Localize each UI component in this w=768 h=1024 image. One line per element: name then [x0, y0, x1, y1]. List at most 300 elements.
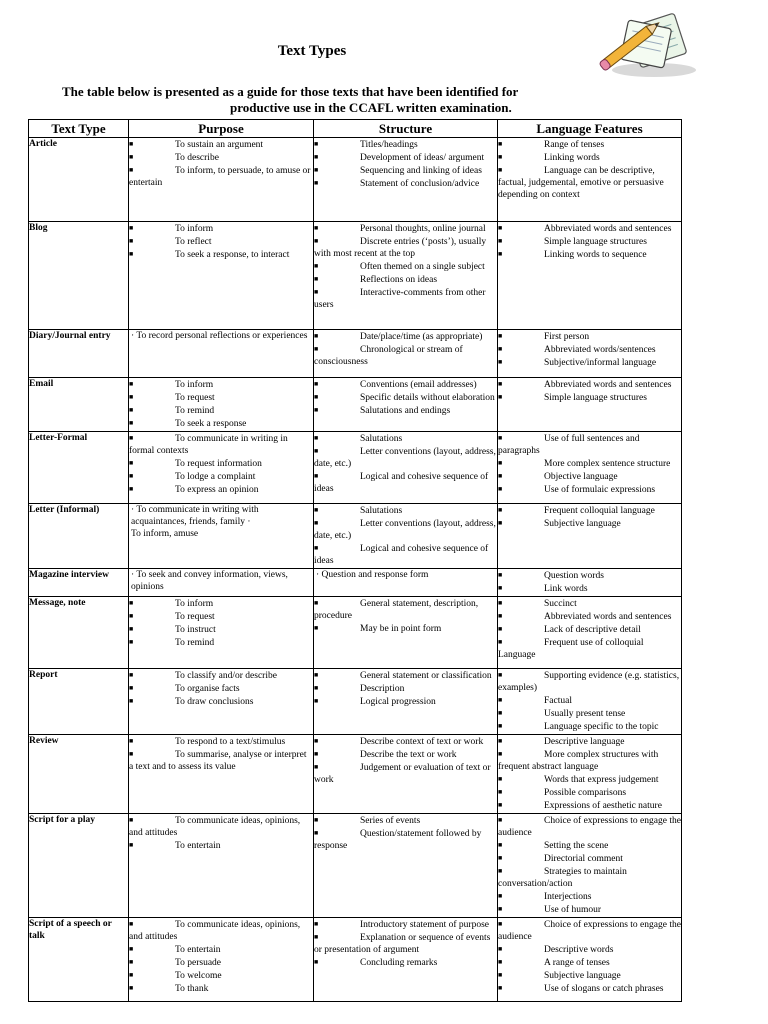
bullet-icon: ■ — [129, 250, 134, 258]
bullet-icon: ■ — [314, 179, 319, 187]
list-item-text: Salutations — [360, 506, 403, 516]
list-item-text: Reflections on ideas — [360, 275, 438, 285]
list-item-text: Words that express judgement — [544, 775, 659, 785]
list-item — [498, 457, 681, 470]
list-item — [129, 470, 313, 483]
bullet-icon: ■ — [129, 485, 134, 493]
table-row — [29, 597, 682, 669]
list-item-text: To describe — [175, 153, 219, 163]
cell-text-type: Message, note — [29, 597, 129, 669]
list-item-text: To seek a response — [175, 419, 247, 429]
bullet-icon: ■ — [498, 696, 503, 704]
table-row — [29, 569, 682, 597]
list-item-text: Strategies to maintain conversation/action — [498, 867, 627, 889]
list-item — [129, 669, 313, 682]
list-item — [498, 235, 681, 248]
list-item — [498, 151, 681, 164]
cell-text-type: Review — [29, 735, 129, 814]
list-item — [314, 569, 497, 581]
list-item — [314, 138, 497, 151]
header-language-features: Language Features — [498, 120, 682, 138]
list-item-text: To persuade — [175, 958, 222, 968]
list-item — [498, 799, 681, 812]
bullet-icon: ■ — [129, 380, 134, 388]
list-item — [129, 222, 313, 235]
cell-features — [498, 814, 682, 918]
header-text-type: Text Type — [29, 120, 129, 138]
list-item — [129, 248, 313, 261]
list-item-text: To inform, to persuade, to amuse or entertain — [129, 166, 311, 188]
list-item — [498, 918, 681, 943]
bullet-icon: ■ — [498, 854, 503, 862]
cell-structure — [314, 378, 498, 432]
list-item-text: To entertain — [175, 841, 221, 851]
list-item-text: Describe the text or work — [360, 750, 457, 760]
list-item-text: Description — [360, 684, 405, 694]
list-item-text: Specific details without elaboration — [360, 393, 495, 403]
list-item — [314, 695, 497, 708]
list-item-text: To inform — [175, 599, 214, 609]
list-item-text: Chronological or stream of consciousness — [314, 345, 463, 367]
list-item — [498, 138, 681, 151]
list-item-text: More complex sentence structure — [544, 459, 671, 469]
list-item-text: Statement of conclusion/advice — [360, 179, 480, 189]
list-item-text: Letter conventions (layout, address, date, etc.) — [314, 519, 496, 541]
cell-purpose — [129, 569, 314, 597]
intro-line-1: The table below is presented as a guide for those texts that have been identified for — [62, 84, 519, 99]
bullet-icon: ■ — [314, 406, 319, 414]
list-item-text: Sequencing and linking of ideas — [360, 166, 482, 176]
list-item — [314, 827, 497, 852]
bullet-icon: ■ — [314, 599, 319, 607]
list-item-text: To express an opinion — [175, 485, 259, 495]
table-row — [29, 378, 682, 432]
pencil-paper-clipart-icon — [594, 10, 698, 80]
list-item — [129, 164, 313, 189]
list-item-text: Use of formulaic expressions — [544, 485, 656, 495]
bullet-icon: ■ — [314, 166, 319, 174]
cell-text-type: Blog — [29, 222, 129, 330]
list-item-text: Use of humour — [544, 905, 601, 915]
cell-features — [498, 504, 682, 569]
intro-paragraph — [62, 84, 622, 116]
list-item — [129, 956, 313, 969]
bullet-icon: ■ — [314, 737, 319, 745]
list-item-text: To request — [175, 393, 215, 403]
bullet-icon: ■ — [498, 612, 503, 620]
bullet-icon: ■ — [498, 345, 503, 353]
list-item-text: Possible comparisons — [544, 788, 627, 798]
table-header-row — [29, 120, 682, 138]
bullet-icon: ■ — [498, 599, 503, 607]
cell-structure — [314, 222, 498, 330]
list-item-text: · To record personal reflections or experiences — [131, 331, 308, 341]
list-item-text: To inform, amuse — [131, 529, 199, 539]
cell-purpose — [129, 814, 314, 918]
bullet-icon: ■ — [498, 380, 503, 388]
bullet-icon: ■ — [498, 250, 503, 258]
list-item-text: Interjections — [544, 892, 592, 902]
list-item-text: Directorial comment — [544, 854, 623, 864]
bullet-icon: ■ — [129, 419, 134, 427]
list-item — [498, 248, 681, 261]
cell-purpose — [129, 735, 314, 814]
list-item — [498, 356, 681, 369]
bullet-icon: ■ — [498, 984, 503, 992]
bullet-icon: ■ — [314, 447, 319, 455]
list-item-text: Frequent use of colloquial Language — [498, 638, 644, 660]
bullet-icon: ■ — [314, 920, 319, 928]
bullet-icon: ■ — [314, 816, 319, 824]
table-row — [29, 432, 682, 504]
bullet-icon: ■ — [129, 625, 134, 633]
text-types-table — [28, 119, 682, 1002]
list-item-text: Often themed on a single subject — [360, 262, 485, 272]
bullet-icon: ■ — [314, 380, 319, 388]
list-item — [498, 748, 681, 773]
list-item-text: Concluding remarks — [360, 958, 438, 968]
list-item-text: To request — [175, 612, 215, 622]
list-item-text: Link words — [544, 584, 588, 594]
list-item — [498, 623, 681, 636]
bullet-icon: ■ — [498, 801, 503, 809]
cell-purpose — [129, 138, 314, 222]
list-item-text: Logical progression — [360, 697, 436, 707]
list-item-text: Choice of expressions to engage the audience — [498, 816, 681, 838]
bullet-icon: ■ — [498, 358, 503, 366]
list-item — [129, 235, 313, 248]
bullet-icon: ■ — [498, 841, 503, 849]
list-item — [129, 610, 313, 623]
cell-purpose — [129, 432, 314, 504]
list-item — [498, 786, 681, 799]
bullet-icon: ■ — [314, 345, 319, 353]
list-item-text: Objective language — [544, 472, 618, 482]
bullet-icon: ■ — [498, 506, 503, 514]
list-item — [498, 504, 681, 517]
list-item — [498, 694, 681, 707]
cell-purpose — [129, 222, 314, 330]
list-item-text: Expressions of aesthetic nature — [544, 801, 662, 811]
list-item — [129, 814, 313, 839]
bullet-icon: ■ — [498, 905, 503, 913]
bullet-icon: ■ — [129, 697, 134, 705]
list-item-text: Titles/headings — [360, 140, 418, 150]
bullet-icon: ■ — [129, 153, 134, 161]
list-item — [314, 404, 497, 417]
cell-features — [498, 918, 682, 1002]
bullet-icon: ■ — [498, 892, 503, 900]
list-item-text: Interactive-comments from other users — [314, 288, 486, 310]
list-item — [314, 445, 497, 470]
cell-structure — [314, 504, 498, 569]
list-item — [129, 378, 313, 391]
bullet-icon: ■ — [129, 393, 134, 401]
list-item — [314, 735, 497, 748]
bullet-icon: ■ — [314, 262, 319, 270]
list-item-text: To thank — [175, 984, 209, 994]
list-item — [314, 177, 497, 190]
list-item — [498, 669, 681, 694]
bullet-icon: ■ — [498, 224, 503, 232]
table-body — [29, 138, 682, 1002]
table-row — [29, 330, 682, 378]
list-item — [498, 903, 681, 916]
cell-text-type: Diary/Journal entry — [29, 330, 129, 378]
bullet-icon: ■ — [129, 737, 134, 745]
bullet-icon: ■ — [498, 485, 503, 493]
cell-features — [498, 735, 682, 814]
list-item — [498, 483, 681, 496]
list-item — [314, 517, 497, 542]
bullet-icon: ■ — [129, 971, 134, 979]
list-item — [129, 528, 313, 540]
list-item-text: Letter conventions (layout, address, date, etc.) — [314, 447, 496, 469]
bullet-icon: ■ — [314, 958, 319, 966]
list-item-text: Usually present tense — [544, 709, 626, 719]
table-row — [29, 814, 682, 918]
table-row — [29, 669, 682, 735]
list-item-text: Setting the scene — [544, 841, 609, 851]
bullet-icon: ■ — [314, 393, 319, 401]
list-item-text: · Question and response form — [316, 570, 429, 580]
bullet-icon: ■ — [314, 332, 319, 340]
bullet-icon: ■ — [314, 506, 319, 514]
list-item-text: Descriptive words — [544, 945, 614, 955]
list-item-text: · To communicate in writing with acquaintances, friends, family · — [131, 505, 259, 527]
bullet-icon: ■ — [129, 472, 134, 480]
list-item — [314, 956, 497, 969]
list-item-text: Logical and cohesive sequence of ideas — [314, 472, 489, 494]
bullet-icon: ■ — [498, 434, 503, 442]
bullet-icon: ■ — [129, 750, 134, 758]
bullet-icon: ■ — [498, 788, 503, 796]
bullet-icon: ■ — [129, 920, 134, 928]
list-item — [498, 636, 681, 661]
list-item — [498, 330, 681, 343]
list-item-text: Use of full sentences and paragraphs — [498, 434, 640, 456]
list-item — [498, 432, 681, 457]
cell-text-type: Script of a speech or talk — [29, 918, 129, 1002]
cell-text-type: Letter-Formal — [29, 432, 129, 504]
list-item — [314, 164, 497, 177]
cell-structure — [314, 814, 498, 918]
list-item — [314, 622, 497, 635]
cell-purpose — [129, 597, 314, 669]
list-item — [498, 735, 681, 748]
bullet-icon: ■ — [498, 459, 503, 467]
cell-features — [498, 138, 682, 222]
list-item-text: Lack of descriptive detail — [544, 625, 641, 635]
bullet-icon: ■ — [129, 638, 134, 646]
cell-structure — [314, 432, 498, 504]
list-item-text: Frequent colloquial language — [544, 506, 655, 516]
bullet-icon: ■ — [314, 224, 319, 232]
list-item-text: General statement, description, procedure — [314, 599, 479, 621]
list-item-text: Factual — [544, 696, 572, 706]
list-item-text: Question words — [544, 571, 604, 581]
cell-purpose — [129, 669, 314, 735]
bullet-icon: ■ — [129, 237, 134, 245]
bullet-icon: ■ — [498, 140, 503, 148]
list-item-text: To instruct — [175, 625, 216, 635]
list-item — [129, 748, 313, 773]
list-item — [498, 582, 681, 595]
bullet-icon: ■ — [129, 406, 134, 414]
bullet-icon: ■ — [498, 571, 503, 579]
cell-structure — [314, 597, 498, 669]
list-item-text: To respond to a text/stimulus — [175, 737, 286, 747]
list-item-text: To sustain an argument — [175, 140, 264, 150]
list-item — [314, 391, 497, 404]
bullet-icon: ■ — [498, 638, 503, 646]
bullet-icon: ■ — [129, 434, 134, 442]
list-item-text: To classify and/or describe — [175, 671, 277, 681]
cell-features — [498, 569, 682, 597]
bullet-icon: ■ — [129, 612, 134, 620]
list-item-text: Date/place/time (as appropriate) — [360, 332, 483, 342]
list-item-text: To communicate in writing in formal contexts — [129, 434, 288, 456]
bullet-icon: ■ — [498, 722, 503, 730]
list-item — [314, 273, 497, 286]
list-item-text: Salutations and endings — [360, 406, 451, 416]
list-item-text: Describe context of text or work — [360, 737, 484, 747]
list-item-text: Simple language structures — [544, 237, 647, 247]
list-item-text: · To seek and convey information, views, opinions — [131, 570, 288, 592]
bullet-icon: ■ — [314, 472, 319, 480]
bullet-icon: ■ — [129, 684, 134, 692]
list-item — [498, 707, 681, 720]
cell-purpose — [129, 330, 314, 378]
list-item — [314, 222, 497, 235]
cell-text-type: Script for a play — [29, 814, 129, 918]
cell-features — [498, 222, 682, 330]
list-item-text: To seek a response, to interact — [175, 250, 290, 260]
list-item-text: To inform — [175, 224, 214, 234]
bullet-icon: ■ — [498, 584, 503, 592]
table-row — [29, 504, 682, 569]
list-item-text: Language can be descriptive, factual, judgemental, emotive or persuasive depending on context — [498, 166, 664, 200]
list-item — [129, 138, 313, 151]
list-item — [129, 623, 313, 636]
list-item — [498, 343, 681, 356]
list-item-text: Subjective language — [544, 519, 621, 529]
bullet-icon: ■ — [498, 671, 503, 679]
table-row — [29, 918, 682, 1002]
bullet-icon: ■ — [129, 671, 134, 679]
list-item-text: Range of tenses — [544, 140, 605, 150]
bullet-icon: ■ — [129, 841, 134, 849]
intro-line-2: productive use in the CCAFL written examination. — [230, 100, 512, 115]
bullet-icon: ■ — [129, 166, 134, 174]
list-item — [314, 151, 497, 164]
list-item — [129, 404, 313, 417]
list-item-text: Series of events — [360, 816, 421, 826]
table-row — [29, 222, 682, 330]
bullet-icon: ■ — [314, 237, 319, 245]
list-item-text: Supporting evidence (e.g. statistics, examples) — [498, 671, 680, 693]
list-item-text: Descriptive language — [544, 737, 625, 747]
list-item — [129, 636, 313, 649]
list-item-text: May be in point form — [360, 624, 442, 634]
list-item — [498, 569, 681, 582]
list-item-text: To draw conclusions — [175, 697, 254, 707]
list-item-text: First person — [544, 332, 590, 342]
list-item — [314, 504, 497, 517]
cell-text-type: Letter (Informal) — [29, 504, 129, 569]
list-item-text: Abbreviated words/sentences — [544, 345, 656, 355]
bullet-icon: ■ — [129, 599, 134, 607]
bullet-icon: ■ — [314, 933, 319, 941]
bullet-icon: ■ — [498, 709, 503, 717]
list-item — [314, 286, 497, 311]
list-item — [498, 814, 681, 839]
list-item — [314, 542, 497, 567]
bullet-icon: ■ — [314, 153, 319, 161]
bullet-icon: ■ — [314, 434, 319, 442]
header-purpose: Purpose — [129, 120, 314, 138]
cell-structure — [314, 330, 498, 378]
list-item — [314, 931, 497, 956]
cell-structure — [314, 138, 498, 222]
bullet-icon: ■ — [498, 153, 503, 161]
list-item-text: To remind — [175, 638, 215, 648]
list-item-text: More complex structures with frequent abstract language — [498, 750, 659, 772]
bullet-icon: ■ — [498, 519, 503, 527]
list-item — [498, 852, 681, 865]
bullet-icon: ■ — [498, 816, 503, 824]
bullet-icon: ■ — [314, 624, 319, 632]
list-item — [129, 391, 313, 404]
cell-purpose — [129, 918, 314, 1002]
bullet-icon: ■ — [314, 288, 319, 296]
bullet-icon: ■ — [498, 920, 503, 928]
bullet-icon: ■ — [314, 684, 319, 692]
list-item-text: Personal thoughts, online journal — [360, 224, 486, 234]
list-item — [314, 378, 497, 391]
cell-features — [498, 669, 682, 735]
list-item — [498, 982, 681, 995]
list-item-text: To inform — [175, 380, 214, 390]
bullet-icon: ■ — [129, 140, 134, 148]
cell-text-type: Magazine interview — [29, 569, 129, 597]
list-item-text: Question/statement followed by response — [314, 829, 482, 851]
list-item — [498, 470, 681, 483]
list-item-text: To summarise, analyse or interpret a text and to assess its value — [129, 750, 307, 772]
list-item-text: A range of tenses — [544, 958, 610, 968]
list-item-text: Language specific to the topic — [544, 722, 659, 732]
cell-text-type: Email — [29, 378, 129, 432]
bullet-icon: ■ — [498, 237, 503, 245]
list-item-text: To communicate ideas, opinions, and attitudes — [129, 920, 301, 942]
list-item-text: Subjective/informal language — [544, 358, 657, 368]
bullet-icon: ■ — [498, 737, 503, 745]
list-item — [129, 943, 313, 956]
list-item — [314, 669, 497, 682]
list-item — [129, 417, 313, 430]
list-item — [314, 761, 497, 786]
list-item-text: Logical and cohesive sequence of ideas — [314, 544, 489, 566]
bullet-icon: ■ — [129, 459, 134, 467]
list-item-text: To organise facts — [175, 684, 240, 694]
cell-structure — [314, 669, 498, 735]
list-item — [129, 918, 313, 943]
list-item — [314, 235, 497, 260]
list-item-text: Introductory statement of purpose — [360, 920, 490, 930]
list-item-text: Salutations — [360, 434, 403, 444]
list-item — [129, 695, 313, 708]
cell-purpose — [129, 504, 314, 569]
